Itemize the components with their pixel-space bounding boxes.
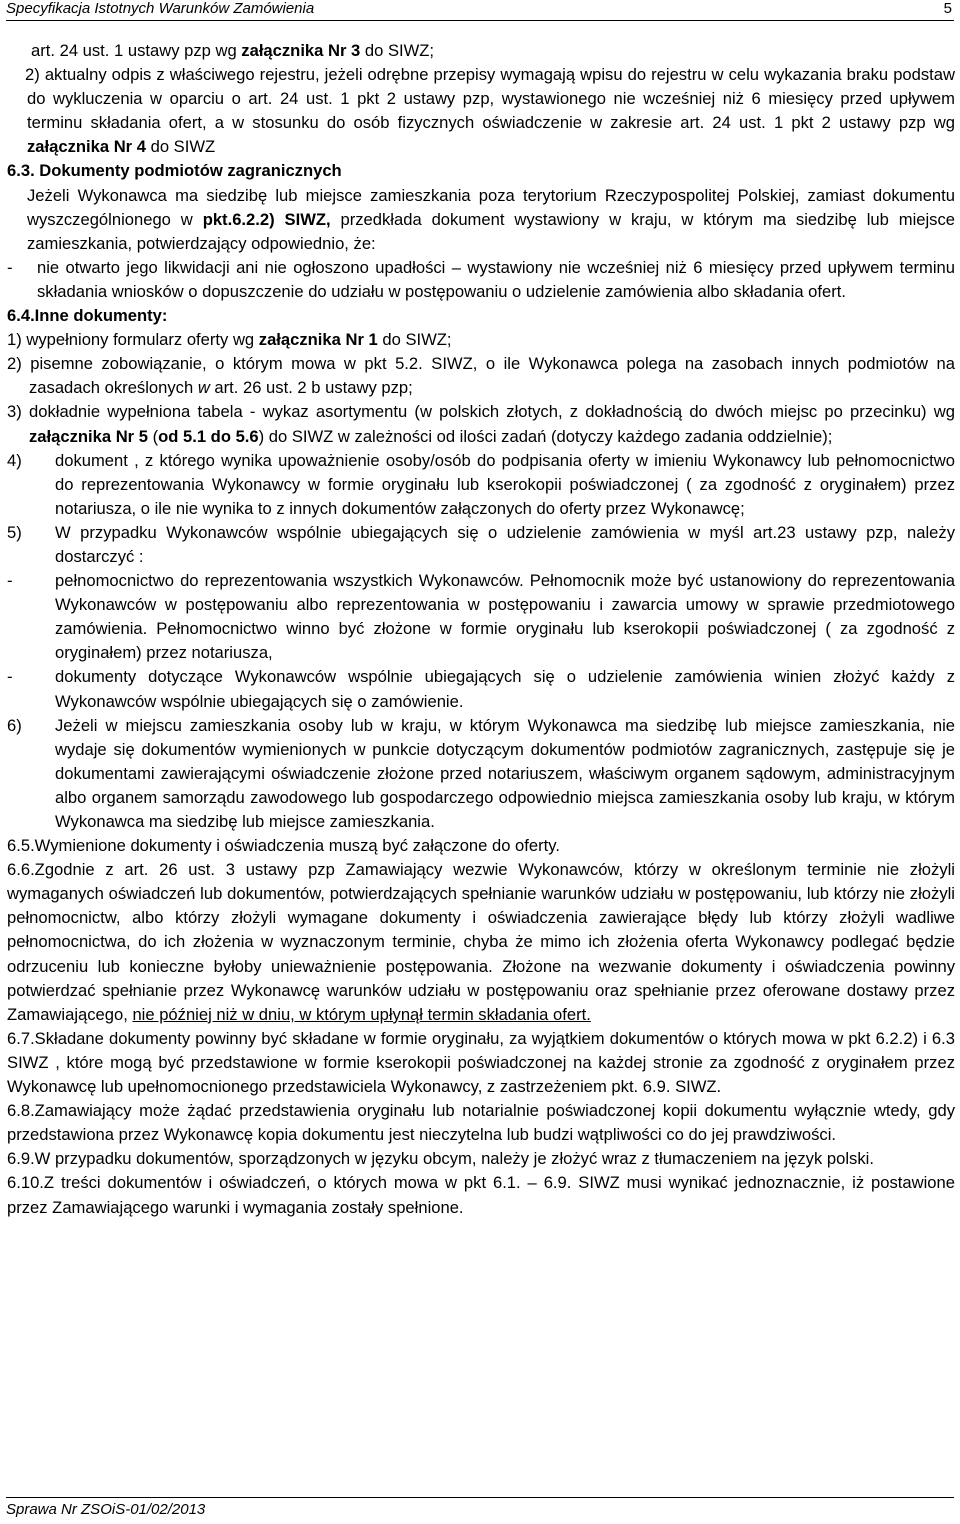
list-item-4: 4) dokument , z którego wynika upoważnienie osoby/osób do podpisania oferty w imieniu Wykonawcy lub pełnomocnictwo do reprezentowania Wykonawcy w formie oryginału lub kserokopii poświadczonej ( za zgodność z oryginałem) przez notariusza, o ile nie wynika to z innych dokumentów załączonych do oferty przez Wykonawcę; [7, 450, 955, 518]
paragraph-l2: 2) aktualny odpis z właściwego rejestru, jeżeli odrębne przepisy wymagają wpisu do rejestru w celu wykazania braku podstaw do wykluczenia w oparciu o art. 24 ust. 1 pkt 2 ustawy pzp, wystawionego nie wcześniej niż 6 miesięcy przed upływem terminu składania ofert, a w stosunku do osób fizycznych oświadczenie w zakresie art. 24 ust. 1 pkt 2 ustawy pzp wg załącznika Nr 4 do SIWZ [25, 65, 955, 157]
page-header [6, 0, 954, 21]
document-title: Specyfikacja Istotnych Warunków Zamówienia [6, 0, 315, 17]
list-item-2: 2) pisemne zobowiązanie, o którym mowa w pkt 5.2. SIWZ, o ile Wykonawca polega na zasobach innych podmiotów na zasadach określonych w art. 26 ust. 2 b ustawy pzp; [7, 354, 955, 398]
paragraph-6-5: 6.5.Wymienione dokumenty i oświadczenia muszą być załączone do oferty. [7, 836, 560, 856]
paragraph-6-3: Jeżeli Wykonawca ma siedzibę lub miejsce zamieszkania poza terytorium Rzeczypospolitej Polskiej, zamiast dokumentu wyszczególnionego w pkt.6.2.2) SIWZ, przedkłada dokument wystawiony w kraju, w którym ma siedzibę lub miejsce zamieszkania, potwierdzający odpowiednio, że: [27, 185, 955, 253]
list-item-1: 1) wypełniony formularz oferty wg załącznika Nr 1 do SIWZ; [7, 330, 452, 350]
paragraph-l1: art. 24 ust. 1 ustawy pzp wg załącznika Nr 3 do SIWZ; [31, 41, 435, 60]
paragraph-6-10: 6.10.Z treści dokumentów i oświadczeń, o których mowa w pkt 6.1. – 6.9. SIWZ musi wynikać jednoznacznie, iż postawione przez Zamawiającego warunki i wymagania zostały spełnione. [7, 1173, 955, 1217]
paragraph-6-8: 6.8.Zamawiający może żądać przedstawienia oryginału lub notarialnie poświadczonej kopii dokumentu wyłącznie wtedy, gdy przedstawiona przez Wykonawcę kopia dokumentu jest nieczytelna lub budzi wątpliwości co do jej prawdziwości. [7, 1101, 955, 1145]
document-body [7, 39, 955, 1220]
section-heading-6-3: 6.3. Dokumenty podmiotów zagranicznych [7, 161, 342, 181]
list-item-5: 5) W przypadku Wykonawców wspólnie ubiegających się o udzielenie zamówienia w myśl art.23 ustawy pzp, należy dostarczyć : [7, 522, 955, 566]
dash-item-2: - pełnomocnictwo do reprezentowania wszystkich Wykonawców. Pełnomocnik może być ustanowiony do reprezentowania Wykonawców w postępowaniu albo reprezentowania w postępowaniu i zawarcia umowy w sprawie przedmiotowego zamówienia. Pełnomocnictwo winno być złożone w formie oryginału lub kserokopii poświadczonej ( za zgodność z oryginałem) przez notariusza, [7, 571, 955, 663]
paragraph-6-9: 6.9.W przypadku dokumentów, sporządzonych w języku obcym, należy je złożyć wraz z tłumaczeniem na język polski. [7, 1149, 874, 1169]
dash-item-1: - nie otwarto jego likwidacji ani nie ogłoszono upadłości – wystawiony nie wcześniej niż 6 miesięcy przed upływem terminu składania wniosków o dopuszczenie do udziału w postępowaniu o udzielenie zamówienia albo składania ofert. [7, 257, 955, 301]
page-number: 5 [943, 0, 952, 17]
list-item-6: 6) Jeżeli w miejscu zamieszkania osoby lub w kraju, w którym Wykonawca ma siedzibę lub miejsce zamieszkania, nie wydaje się dokumentów wymienionych w punkcie dotyczącym dokumentów podmiotów zagranicznych, zastępuje się je dokumentami zawierającymi oświadczenie złożone przed notariuszem, właściwym organem sądowym, administracyjnym albo organem samorządu zawodowego lub gospodarczego odpowiednio miejsca zamieszkania osoby lub kraju, w którym Wykonawca ma siedzibę lub miejsce zamieszkania. [7, 715, 955, 831]
page-footer [6, 1497, 954, 1524]
section-heading-6-4: 6.4.Inne dokumenty: [7, 306, 168, 326]
paragraph-6-7: 6.7.Składane dokumenty powinny być składane w formie oryginału, za wyjątkiem dokumentów o których mowa w pkt 6.2.2) i 6.3 SIWZ , które mogą być przedstawione w formie kserokopii poświadczonej na każdej stronie za zgodność z oryginałem przez Wykonawcę lub upełnomocnionego przedstawiciela Wykonawcy, z zastrzeżeniem pkt. 6.9. SIWZ. [7, 1028, 955, 1097]
list-item-3: 3) dokładnie wypełniona tabela - wykaz asortymentu (w polskich złotych, z dokładnością do dwóch miejsc po przecinku) wg załącznika Nr 5 (od 5.1 do 5.6) do SIWZ w zależności od ilości zadań (dotyczy każdego zadania oddzielnie); [7, 402, 955, 446]
case-number: Sprawa Nr ZSOiS-01/02/2013 [6, 1501, 206, 1518]
dash-item-3: - dokumenty dotyczące Wykonawców wspólnie ubiegających się o udzielenie zamówienia winien złożyć każdy z Wykonawców wspólnie ubiegających się o zamówienie. [7, 667, 955, 711]
paragraph-6-6: 6.6.Zgodnie z art. 26 ust. 3 ustawy pzp Zamawiający wezwie Wykonawców, którzy w określonym terminie nie złożyli wymaganych oświadczeń lub dokumentów, potwierdzających spełnianie warunków udziału w postępowaniu, lub którzy nie złożyli pełnomocnictw, albo którzy złożyli wymagane dokumenty i oświadczenia zawierające błędy lub którzy złożyli wadliwe pełnomocnictwa, do ich złożenia w wyznaczonym terminie, chyba że mimo ich złożenia oferta Wykonawcy podlegać będzie odrzuceniu lub konieczne byłoby unieważnienie postępowania. Złożone na wezwanie dokumenty i oświadczenia powinny potwierdzać spełnianie przez Wykonawcę warunków udziału w postępowaniu oraz spełnianie przez oferowane dostawy przez Zamawiającego, nie później niż w dniu, w którym upłynął termin składania ofert. [7, 860, 955, 1024]
